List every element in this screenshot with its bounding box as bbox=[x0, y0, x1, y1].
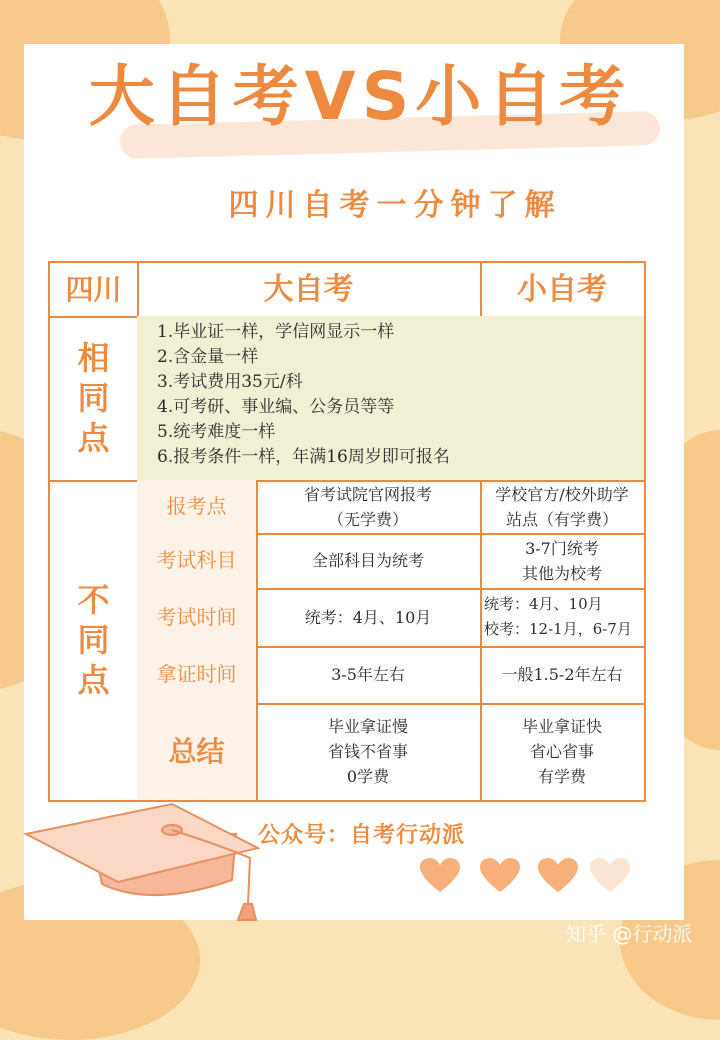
heart-icon bbox=[590, 858, 630, 894]
heart-icon bbox=[420, 858, 460, 894]
row-label-certificate-time: 拿证时间 bbox=[137, 646, 258, 705]
diff-points-label: 不 同 点 bbox=[48, 480, 139, 802]
table-cell-small: 一般1.5-2年左右 bbox=[480, 646, 646, 705]
row-label-exam-time: 考试时间 bbox=[137, 588, 258, 648]
table-cell-small: 统考：4月、10月 校考：12-1月，6-7月 bbox=[480, 588, 646, 648]
row-label-registration: 报考点 bbox=[137, 480, 258, 535]
row-label-subjects: 考试科目 bbox=[137, 533, 258, 590]
row-label-summary: 总结 bbox=[137, 703, 258, 802]
zhihu-watermark: 知乎 @行动派 bbox=[566, 922, 693, 946]
table-cell-small: 毕业拿证快 省心省事 有学费 bbox=[480, 703, 646, 802]
graduation-cap-icon bbox=[22, 796, 262, 926]
table-cell-small: 3-7门统考 其他为校考 bbox=[480, 533, 646, 590]
poster-title: 大自考VS小自考 bbox=[88, 58, 632, 135]
same-points-list bbox=[137, 316, 646, 482]
poster-subtitle: 四川自考一分钟了解 bbox=[228, 188, 562, 223]
table-cell-big: 全部科目为统考 bbox=[256, 533, 482, 590]
table-cell-big: 3-5年左右 bbox=[256, 646, 482, 705]
list-item: 1.毕业证一样，学信网显示一样 bbox=[157, 322, 395, 342]
list-item: 6.报考条件一样，年满16周岁即可报名 bbox=[157, 447, 450, 467]
table-cell-small: 学校官方/校外助学 站点（有学费） bbox=[480, 480, 646, 535]
footer-account: 公众号：自考行动派 bbox=[258, 823, 466, 848]
list-item: 3.考试费用35元/科 bbox=[157, 372, 303, 392]
heart-icon bbox=[480, 858, 520, 894]
same-points-label: 相 同 点 bbox=[48, 316, 139, 482]
table-cell-big: 统考：4月、10月 bbox=[256, 588, 482, 648]
title-block bbox=[0, 52, 720, 142]
list-item: 4.可考研、事业编、公务员等等 bbox=[157, 397, 395, 417]
table-cell-big: 省考试院官网报考 （无学费） bbox=[256, 480, 482, 535]
heart-icon bbox=[538, 858, 578, 894]
column-header-small: 小自考 bbox=[480, 261, 646, 318]
table-cell-big: 毕业拿证慢 省钱不省事 0学费 bbox=[256, 703, 482, 802]
list-item: 2.含金量一样 bbox=[157, 347, 259, 367]
column-header-big: 大自考 bbox=[137, 261, 482, 318]
list-item: 5.统考难度一样 bbox=[157, 422, 276, 442]
table-corner: 四川 bbox=[48, 261, 139, 318]
